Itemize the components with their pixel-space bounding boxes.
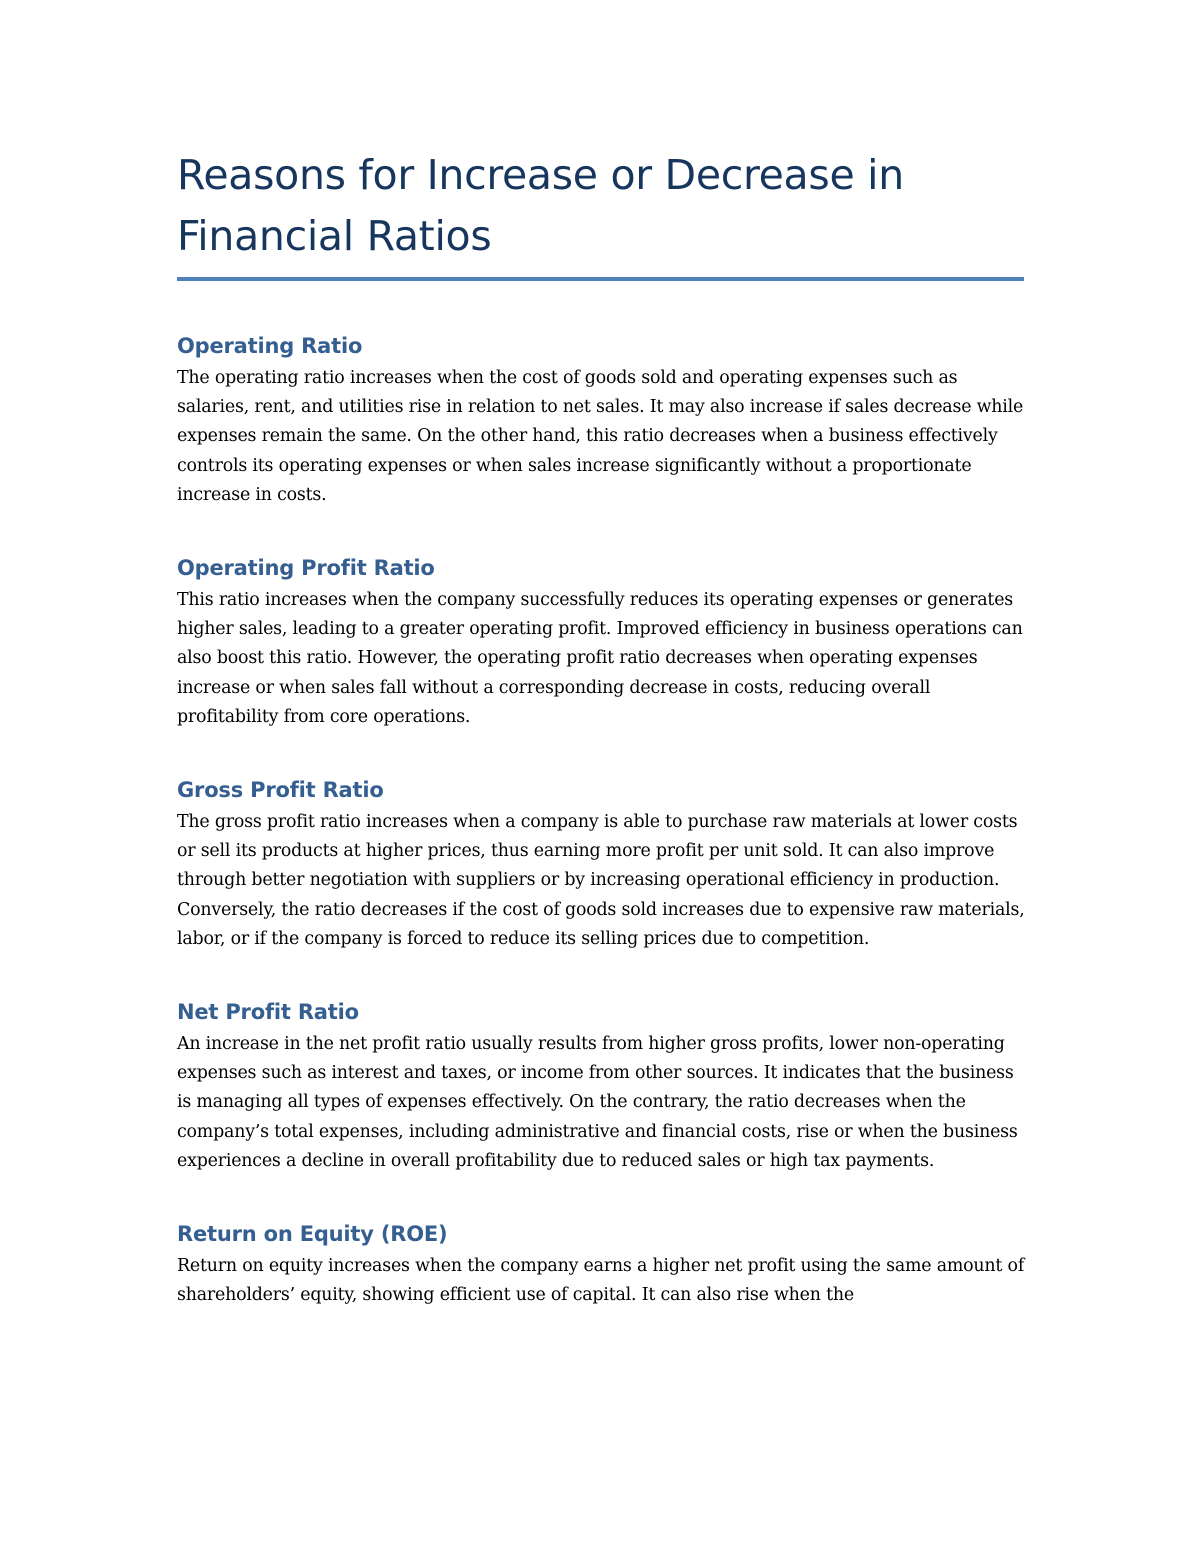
- document-title: Reasons for Increase or Decrease in Financial Ratios: [177, 151, 904, 260]
- document-content: [177, 145, 1027, 1310]
- section-gross-profit-ratio: [177, 774, 1027, 954]
- title-underline: [177, 277, 1024, 281]
- section-operating-ratio: [177, 330, 1027, 510]
- section-heading: Operating Ratio: [177, 334, 363, 358]
- section-body: This ratio increases when the company successfully reduces its operating expenses or generates higher sales, leading to a greater operating profit. Improved efficiency in business operations can also boost this ratio. However, the operating profit ratio decreases when operating expenses increase or when sales fall without a corresponding decrease in costs, reducing overall profitability from core operations.: [177, 590, 1023, 727]
- section-body: Return on equity increases when the company earns a higher net profit using the same amount of shareholders’ equity, showing efficient use of capital. It can also rise when the: [177, 1256, 1025, 1306]
- section-operating-profit-ratio: [177, 552, 1027, 732]
- section-return-on-equity: [177, 1218, 1027, 1310]
- section-heading: Net Profit Ratio: [177, 1000, 359, 1025]
- section-body: The gross profit ratio increases when a company is able to purchase raw materials at lower costs or sell its products at higher prices, thus earning more profit per unit sold. It can also improve through better negotiation with suppliers or by increasing operational efficiency in production. Conversely, the ratio decreases if the cost of goods sold increases due to expensive raw materials, labor, or if the company is forced to reduce its selling prices due to competition.: [177, 812, 1025, 949]
- section-net-profit-ratio: [177, 996, 1027, 1176]
- section-heading: Return on Equity (ROE): [177, 1222, 448, 1247]
- section-heading: Operating Profit Ratio: [177, 556, 435, 581]
- section-heading: Gross Profit Ratio: [177, 778, 384, 803]
- section-body: The operating ratio increases when the cost of goods sold and operating expenses such as salaries, rent, and utilities rise in relation to net sales. It may also increase if sales decrease while expenses remain the same. On the other hand, this ratio decreases when a business effectively controls its operating expenses or when sales increase significantly without a proportionate increase in costs.: [177, 368, 1024, 505]
- section-body: An increase in the net profit ratio usually results from higher gross profits, lower non-operating expenses such as interest and taxes, or income from other sources. It indicates that the business is managing all types of expenses effectively. On the contrary, the ratio decreases when the company’s total expenses, including administrative and financial costs, rise or when the business experiences a decline in overall profitability due to reduced sales or high tax payments.: [177, 1034, 1018, 1171]
